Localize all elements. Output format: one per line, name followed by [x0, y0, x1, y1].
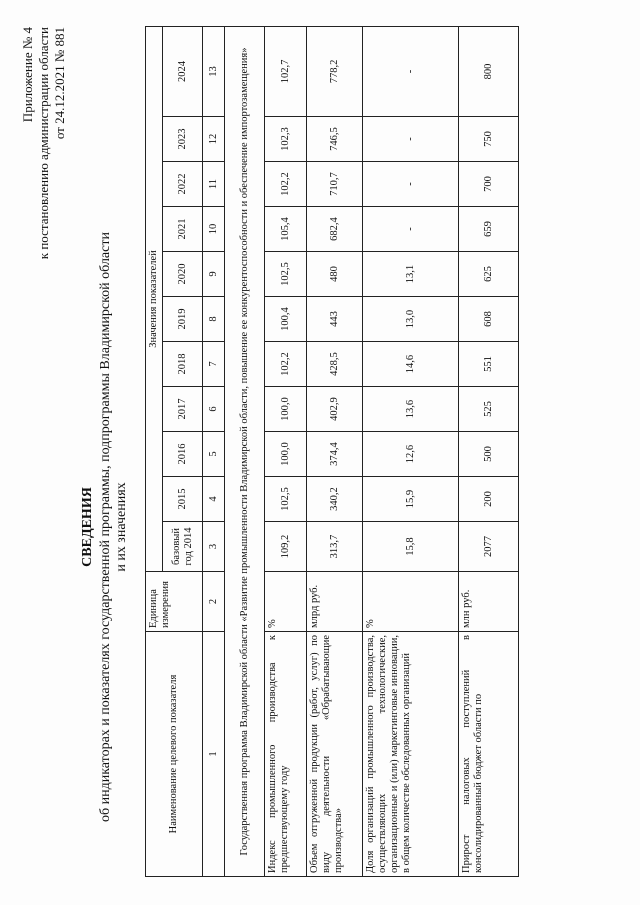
appendix-number: Приложение № 4	[20, 27, 35, 123]
column-number: 5	[203, 432, 225, 477]
indicator-unit: %	[363, 572, 459, 632]
column-number: 2	[203, 572, 225, 632]
header-values: Значения показателей	[146, 26, 163, 571]
indicator-value: 374,4	[307, 432, 363, 477]
title-subtitle: об индикаторах и показателях государственной программы, подпрограммы Владимирской области	[98, 232, 113, 822]
rotated-document	[20, 27, 620, 877]
table-row	[307, 26, 363, 876]
indicator-value: 14,6	[363, 342, 459, 387]
header-year: 2018	[163, 342, 203, 387]
indicator-value: 102,5	[265, 252, 307, 297]
indicator-value: 608	[459, 297, 519, 342]
indicator-unit: млн руб.	[459, 572, 519, 632]
indicator-value: 12,6	[363, 432, 459, 477]
column-number: 11	[203, 162, 225, 207]
indicator-value: 100,0	[265, 432, 307, 477]
indicator-value: 100,4	[265, 297, 307, 342]
indicator-value: 443	[307, 297, 363, 342]
header-year: 2021	[163, 207, 203, 252]
indicator-value: 109,2	[265, 522, 307, 572]
indicator-value: 500	[459, 432, 519, 477]
indicator-value: 778,2	[307, 26, 363, 116]
indicator-value: 700	[459, 162, 519, 207]
indicator-value: 750	[459, 117, 519, 162]
indicator-value: -	[363, 207, 459, 252]
indicator-name: Объем отгруженной продукции (работ, услуг) по виду деятельности «Обрабатывающие производства»	[307, 632, 363, 877]
header-year: 2016	[163, 432, 203, 477]
table-row	[459, 26, 519, 876]
indicator-value: 525	[459, 387, 519, 432]
column-number: 6	[203, 387, 225, 432]
indicator-value: -	[363, 26, 459, 116]
document-title	[80, 177, 130, 877]
indicator-value: 13,0	[363, 297, 459, 342]
appendix-date: от 24.12.2021 № 881	[52, 27, 67, 140]
indicator-value: 102,7	[265, 26, 307, 116]
column-number: 4	[203, 477, 225, 522]
column-number: 10	[203, 207, 225, 252]
header-year: 2024	[163, 26, 203, 116]
title-subtitle-2: и их значениях	[114, 482, 129, 572]
indicator-value: 2077	[459, 522, 519, 572]
header-year: 2015	[163, 477, 203, 522]
header-name: Наименование целевого показателя	[146, 632, 203, 877]
indicator-value: 105,4	[265, 207, 307, 252]
appendix-resolution: к постановлению администрации области	[36, 27, 51, 260]
indicator-value: 625	[459, 252, 519, 297]
table-row	[265, 26, 307, 876]
indicator-name: Доля организаций промышленного производства, осуществляющих технологические, организационные и (или) маркетинговые инновации, в общем количестве обследованных организаций	[363, 632, 459, 877]
column-number: 8	[203, 297, 225, 342]
indicator-value: 13,1	[363, 252, 459, 297]
indicator-value: 13,6	[363, 387, 459, 432]
header-year: 2019	[163, 297, 203, 342]
header-year: 2022	[163, 162, 203, 207]
indicator-value: 480	[307, 252, 363, 297]
indicator-unit: %	[265, 572, 307, 632]
header-year: 2017	[163, 387, 203, 432]
column-number: 3	[203, 522, 225, 572]
header-base-year: базовый год 2014	[163, 522, 203, 572]
program-title: Государственная программа Владимирской области «Развитие промышленности Владимирской области, повышение ее конкурентоспособности и обеспечение импортозамещения»	[225, 26, 265, 876]
indicator-value: -	[363, 162, 459, 207]
column-number: 1	[203, 632, 225, 877]
column-number: 13	[203, 26, 225, 116]
indicator-unit: млрд руб.	[307, 572, 363, 632]
indicator-value: 102,2	[265, 342, 307, 387]
indicator-value: 100,0	[265, 387, 307, 432]
appendix-header	[20, 27, 68, 387]
indicator-value: 102,5	[265, 477, 307, 522]
indicator-value: 659	[459, 207, 519, 252]
column-number: 9	[203, 252, 225, 297]
indicator-name: Индекс промышленного производства к предшествующему году	[265, 632, 307, 877]
header-year: 2020	[163, 252, 203, 297]
column-numbers-row	[203, 26, 225, 876]
indicator-value: 102,2	[265, 162, 307, 207]
column-number: 12	[203, 117, 225, 162]
indicator-value: 800	[459, 26, 519, 116]
header-unit: Единица измерения	[146, 572, 203, 632]
indicator-value: 402,9	[307, 387, 363, 432]
title-main: СВЕДЕНИЯ	[80, 487, 95, 567]
indicator-value: 340,2	[307, 477, 363, 522]
indicator-value: 746,5	[307, 117, 363, 162]
indicator-value: 15,8	[363, 522, 459, 572]
column-number: 7	[203, 342, 225, 387]
indicator-name: Прирост налоговых поступлений в консолидированный бюджет области по	[459, 632, 519, 877]
indicator-value: 682,4	[307, 207, 363, 252]
indicator-value: 551	[459, 342, 519, 387]
indicators-table	[145, 26, 519, 877]
indicator-value: 200	[459, 477, 519, 522]
indicator-value: 428,5	[307, 342, 363, 387]
indicator-value: 710,7	[307, 162, 363, 207]
indicator-value: -	[363, 117, 459, 162]
indicator-value: 102,3	[265, 117, 307, 162]
indicator-value: 313,7	[307, 522, 363, 572]
indicator-value: 15,9	[363, 477, 459, 522]
table-row	[363, 26, 459, 876]
header-year: 2023	[163, 117, 203, 162]
